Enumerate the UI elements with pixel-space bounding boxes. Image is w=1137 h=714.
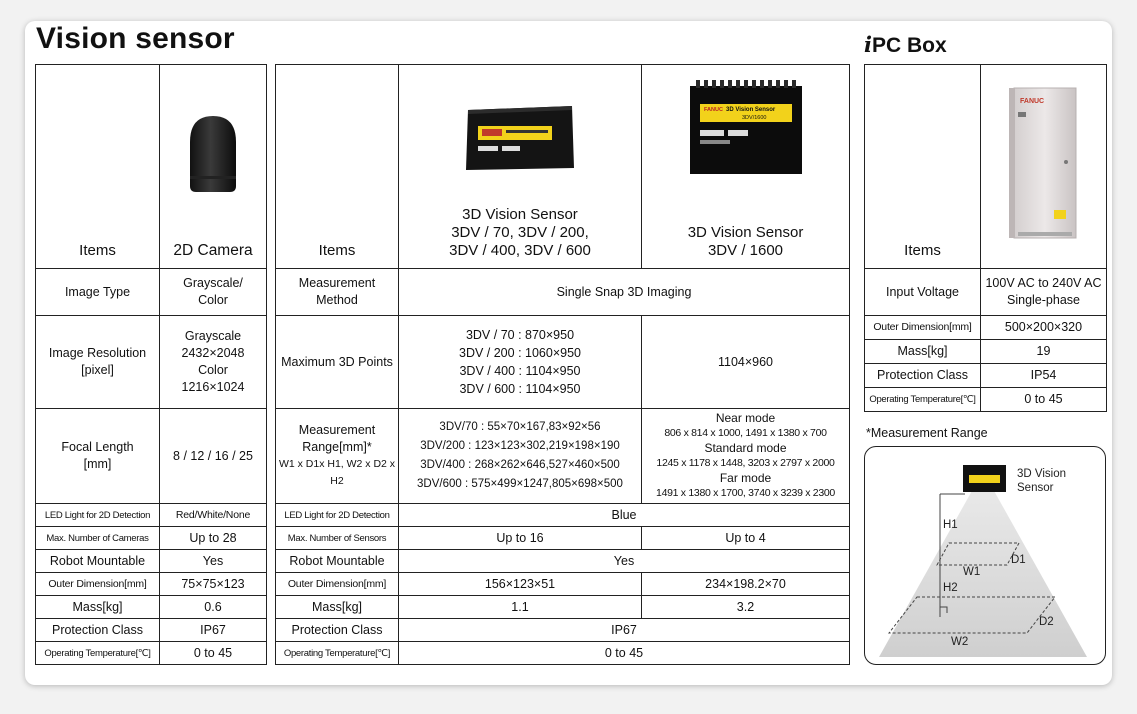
range-3dv-1600: Near mode 806 x 814 x 1000, 1491 x 1380 x 700 Standard mode 1245 x 1178 x 1448, 3203 x 2797 x 2000 Far mode 1491 x 1380 x 1700, 3740 x 3239 x 2300 [642, 409, 850, 504]
row-label-operating-temperature: Operating Temperature[℃] [276, 642, 399, 665]
row-label-protection-class: Protection Class [865, 364, 981, 388]
ipc-box-image [1006, 84, 1082, 244]
row-label-focal-length: Focal Length [mm] [36, 409, 160, 504]
field-of-view-cone [879, 489, 1087, 657]
max-points-3dv-1600: 1104×960 [642, 316, 850, 409]
mass-3dv-small: 1.1 [399, 596, 642, 619]
row-label-max-3d-points: Maximum 3D Points [276, 316, 399, 409]
mass-value: 0.6 [160, 596, 267, 619]
max-points-3dv-small: 3DV / 70 : 870×950 3DV / 200 : 1060×950 3DV / 400 : 1104×950 3DV / 600 : 1104×950 [399, 316, 642, 409]
row-label-image-resolution: Image Resolution [pixel] [36, 316, 160, 409]
items-header: Items [36, 65, 160, 269]
row-label-robot-mountable: Robot Mountable [36, 550, 160, 573]
measurement-range-note: *Measurement Range [866, 426, 988, 440]
row-label-measurement-method: Measurement Method [276, 269, 399, 316]
sensor-3dv-small-header: 3D Vision Sensor 3DV / 70, 3DV / 200, 3DV / 400, 3DV / 600 [399, 65, 642, 269]
svg-text:Sensor: Sensor [1017, 482, 1054, 494]
row-label-mass: Mass[kg] [276, 596, 399, 619]
row-label-protection-class: Protection Class [276, 619, 399, 642]
ipc-box-image-cell [981, 65, 1107, 269]
operating-temperature-value: 0 to 45 [399, 642, 850, 665]
row-label-mass: Mass[kg] [36, 596, 160, 619]
protection-class-value: IP67 [399, 619, 850, 642]
range-3dv-small: 3DV/70 : 55×70×167,83×92×56 3DV/200 : 123×123×302,219×198×190 3DV/400 : 268×262×646,527×460×500 3DV/600 : 575×499×1247,805×698×500 [399, 409, 642, 504]
focal-length-value: 8 / 12 / 16 / 25 [160, 409, 267, 504]
row-label-image-type: Image Type [36, 269, 160, 316]
operating-temperature-value: 0 to 45 [160, 642, 267, 665]
row-label-led-light: LED Light for 2D Detection [36, 504, 160, 527]
row-label-operating-temperature: Operating Temperature[℃] [865, 388, 981, 412]
sensor-3dv-1600-image [686, 78, 806, 178]
ipc-box-title: iPC Box [864, 32, 947, 57]
row-label-measurement-range: Measurement Range[mm]* W1 x D1x H1, W2 x D2 x H2 [276, 409, 399, 504]
sensor-3dv-small-image [460, 98, 580, 178]
row-label-max-sensors: Max. Number of Sensors [276, 527, 399, 550]
svg-text:FANUC: FANUC [1019, 98, 1044, 105]
led-light-value: Red/White/None [160, 504, 267, 527]
operating-temperature-value: 0 to 45 [981, 388, 1107, 412]
input-voltage-value: 100V AC to 240V AC Single-phase [981, 269, 1107, 316]
image-resolution-value: Grayscale 2432×2048 Color 1216×1024 [160, 316, 267, 409]
ipc-box-table [864, 64, 1107, 412]
mass-value: 19 [981, 340, 1107, 364]
row-label-operating-temperature: Operating Temperature[℃] [36, 642, 160, 665]
svg-text:W2: W2 [951, 636, 969, 648]
protection-class-value: IP54 [981, 364, 1107, 388]
max-sensors-3dv-1600: Up to 4 [642, 527, 850, 550]
svg-text:3D Vision Sensor: 3D Vision Sensor [725, 107, 775, 113]
outer-dimension-value: 500×200×320 [981, 316, 1107, 340]
camera-2d-header: 2D Camera [160, 65, 267, 269]
outer-dimension-value: 75×75×123 [160, 573, 267, 596]
row-label-protection-class: Protection Class [36, 619, 160, 642]
sensor-3d-table [275, 64, 850, 665]
warning-label-icon [1054, 210, 1066, 219]
svg-text:H1: H1 [943, 519, 958, 531]
mass-3dv-1600: 3.2 [642, 596, 850, 619]
measurement-method-value: Single Snap 3D Imaging [399, 269, 850, 316]
svg-text:D2: D2 [1039, 616, 1054, 628]
row-label-mass: Mass[kg] [865, 340, 981, 364]
camera-2d-image [183, 112, 243, 202]
svg-text:3DV/1600: 3DV/1600 [741, 115, 766, 121]
row-label-outer-dimension: Outer Dimension[mm] [865, 316, 981, 340]
svg-text:D1: D1 [1011, 554, 1026, 566]
max-cameras-value: Up to 28 [160, 527, 267, 550]
row-label-outer-dimension: Outer Dimension[mm] [36, 573, 160, 596]
sensor-3dv-1600-header: FANUC 3D Vision Sensor 3DV/1600 3D Vision Sensor 3DV / 1600 [642, 65, 850, 269]
measurement-range-diagram [864, 446, 1106, 665]
camera-2d-table [35, 64, 267, 665]
robot-mountable-value: Yes [160, 550, 267, 573]
outer-dimension-3dv-1600: 234×198.2×70 [642, 573, 850, 596]
svg-text:FANUC: FANUC [703, 107, 723, 113]
page-title: Vision sensor [36, 22, 235, 55]
protection-class-value: IP67 [160, 619, 267, 642]
robot-mountable-value: Yes [399, 550, 850, 573]
svg-text:3D Vision: 3D Vision [1017, 468, 1067, 480]
row-label-led-light: LED Light for 2D Detection [276, 504, 399, 527]
row-label-input-voltage: Input Voltage [865, 269, 981, 316]
svg-text:H2: H2 [943, 582, 958, 594]
row-label-outer-dimension: Outer Dimension[mm] [276, 573, 399, 596]
svg-text:W1: W1 [963, 566, 981, 578]
led-light-value: Blue [399, 504, 850, 527]
items-header: Items [865, 65, 981, 269]
row-label-max-cameras: Max. Number of Cameras [36, 527, 160, 550]
outer-dimension-3dv-small: 156×123×51 [399, 573, 642, 596]
max-sensors-3dv-small: Up to 16 [399, 527, 642, 550]
row-label-robot-mountable: Robot Mountable [276, 550, 399, 573]
image-type-value: Grayscale/ Color [160, 269, 267, 316]
items-header: Items [276, 65, 399, 269]
